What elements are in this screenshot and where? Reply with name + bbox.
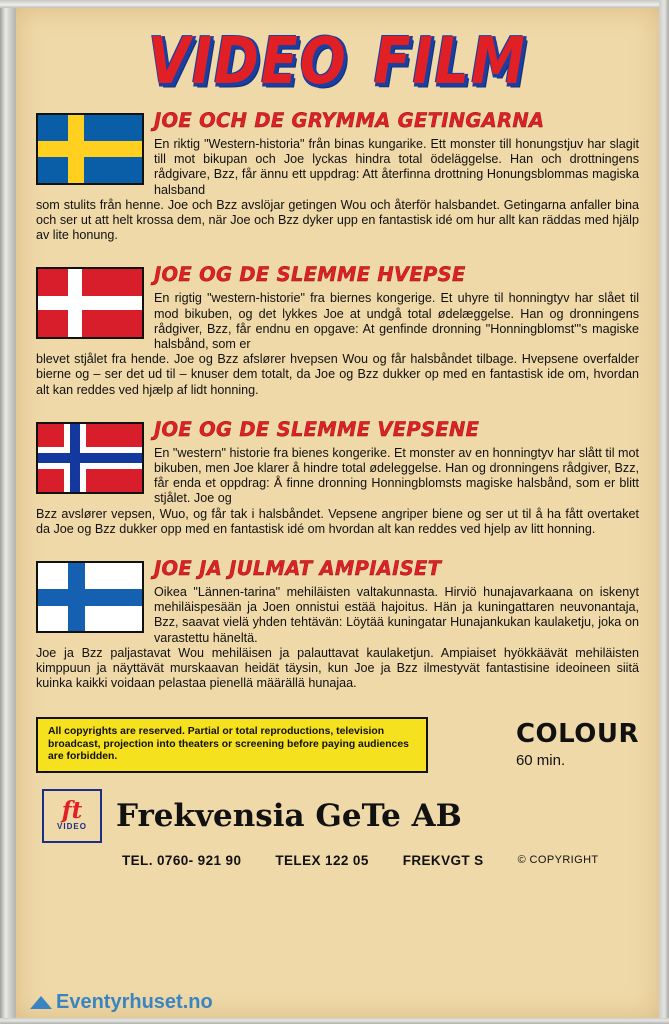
case-edge-right	[659, 0, 669, 1024]
publisher-name: Frekvensia GeTe AB	[116, 797, 462, 834]
ft-logo-sub: VIDEO	[57, 822, 87, 832]
case-edge-left	[0, 0, 16, 1024]
norway-flag	[36, 422, 144, 494]
synopsis-block-finnish	[30, 557, 645, 691]
synopsis-text-finnish-rest: Joe ja Bzz paljastavat Wou mehiläisen ja palauttavat kaulaketjun. Ampiaiset hyökkäävät mehiläisten kimppuun ja näyttävät murskaavan heidät täysin, kun Joe ja Bzz ilmestyvät fantastisine ideoineen siitä kuinka kaikki voidaan pelastaa pienellä määrällä hunajaa.	[36, 645, 639, 691]
header	[30, 20, 645, 99]
logo-word-film: FILM	[373, 24, 527, 99]
synopsis-block-norwegian	[30, 418, 645, 537]
synopsis-text-finnish-top: Oikea "Lännen-tarina" mehiläisten valtakunnasta. Hirviö hunajavarkaana on iskenyt mehiläispesään ja Joen onnistui estää hajoitus. Hän ja kuningattaren neuvonantaja, Bzz, saavat vielä yhden tehtävän: Löytää kuningatar Hunajankukan kaulaketju, joka on varastettu häneltä.	[154, 585, 639, 645]
case-edge-top	[0, 0, 669, 8]
copyright-notice-text: All copyrights are reserved. Partial or total reproductions, television broadcast, projection into theaters or screening before paying audiences are forbidden.	[48, 726, 409, 763]
format-info	[498, 717, 639, 769]
ft-video-logo	[42, 789, 102, 843]
synopsis-text-danish-rest: blevet stjålet fra hende. Joe og Bzz afslører hvepsen Wou og får halsbåndet tilbage. Hvepsene overfalder bierne og – ser det ud til – knuser dem totalt, da Joe og Bzz dukker op med en fantastisk ide om, hvordan alt kan reddes ved hjælp af lidt honning.	[36, 352, 639, 397]
denmark-flag	[36, 267, 144, 339]
flag-finnish-wrap	[36, 557, 154, 633]
copyright-notice-box	[36, 717, 428, 772]
synopsis-text-swedish-top: En riktig "Western-historia" från binas kungarike. Ett monster till honungstjuv har slagit till mot bikupan och Joe lyckas hindra total ödeläggelse. Han och drottningens rådgivare, Bzz, får ännu ett uppdrag: Att återfinna drottning Honungsblommas magiska halsband	[154, 137, 639, 197]
telephone-number: TEL. 0760- 921 90	[122, 852, 242, 868]
synopsis-title-finnish: JOE JA JULMAT AMPIAISET	[154, 557, 442, 581]
flag-norwegian-wrap	[36, 418, 154, 494]
flag-danish-wrap	[36, 263, 154, 339]
logo-word-video: VIDEO	[148, 24, 348, 99]
runtime-label: 60 min.	[515, 752, 566, 770]
contact-row	[36, 853, 639, 868]
case-edge-bottom	[0, 1018, 669, 1024]
house-icon	[30, 996, 52, 1009]
watermark	[30, 991, 213, 1014]
synopsis-title-norwegian: JOE OG DE SLEMME VEPSENE	[154, 417, 480, 441]
sweden-flag	[36, 113, 144, 185]
watermark-text: Eventyrhuset.no	[56, 991, 213, 1013]
synopsis-title-danish: JOE OG DE SLEMME HVEPSE	[154, 263, 466, 287]
synopsis-text-danish-top: En rigtig "western-historie" fra biernes kongerige. Et uhyre til honningtyv har slået til mod bikuben, og det lykkes Joe at undgå total ødelæggelse. Han og dronningens rådgiver, Bzz, får endnu en opgave: At genfinde dronning "Honningblomst"'s magiske halsbånd, som er	[154, 291, 639, 352]
footer	[30, 717, 645, 867]
telex-number: TELEX 122 05	[275, 852, 369, 868]
synopsis-title-swedish: JOE OCH DE GRYMMA GETINGARNA	[154, 109, 545, 132]
flag-swedish-wrap	[36, 109, 154, 185]
finland-flag	[36, 561, 144, 633]
telegram-address: FREKVGT S	[402, 852, 484, 868]
ft-logo-mark: ft	[61, 797, 83, 825]
synopsis-text-norwegian-rest: Bzz avslører vepsen, Wuo, og får tak i halsbåndet. Vepsene angriper biene og ser ut til å ha fått overtaket da Joe og Bzz dukker opp med en fantastisk idé om hvordan alt kan reddes ved hjelp av litt honning.	[36, 506, 639, 536]
cover-back-sleeve	[16, 8, 659, 1018]
synopsis-text-swedish-rest: som stulits från henne. Joe och Bzz avslöjar getingen Wou och återför halsbandet. Getingarna anfaller bina och ser ut att helt krossa dem, när Joe och Bzz dyker upp en fantastisk idé om hur allt kan räddas med hjälp av lite honung.	[36, 197, 639, 243]
colour-label: COLOUR	[515, 719, 639, 750]
page-title	[148, 24, 527, 98]
synopsis-block-swedish	[30, 109, 645, 243]
publisher-row	[36, 789, 639, 843]
copyright-mark: © COPYRIGHT	[517, 854, 599, 867]
synopsis-text-norwegian-top: En "western" historie fra bienes kongerike. Et monster av en honningtyv har slått til mot bikuben, men Joe klarer å hindre total ødeleggelse. Han og dronningens rådgiver, Bzz, får enda et oppdrag: Å finne dronning Honningblomsts magiske halsbånd, som er blitt stjålet. Joe og	[154, 445, 639, 506]
synopsis-block-danish	[30, 263, 645, 397]
